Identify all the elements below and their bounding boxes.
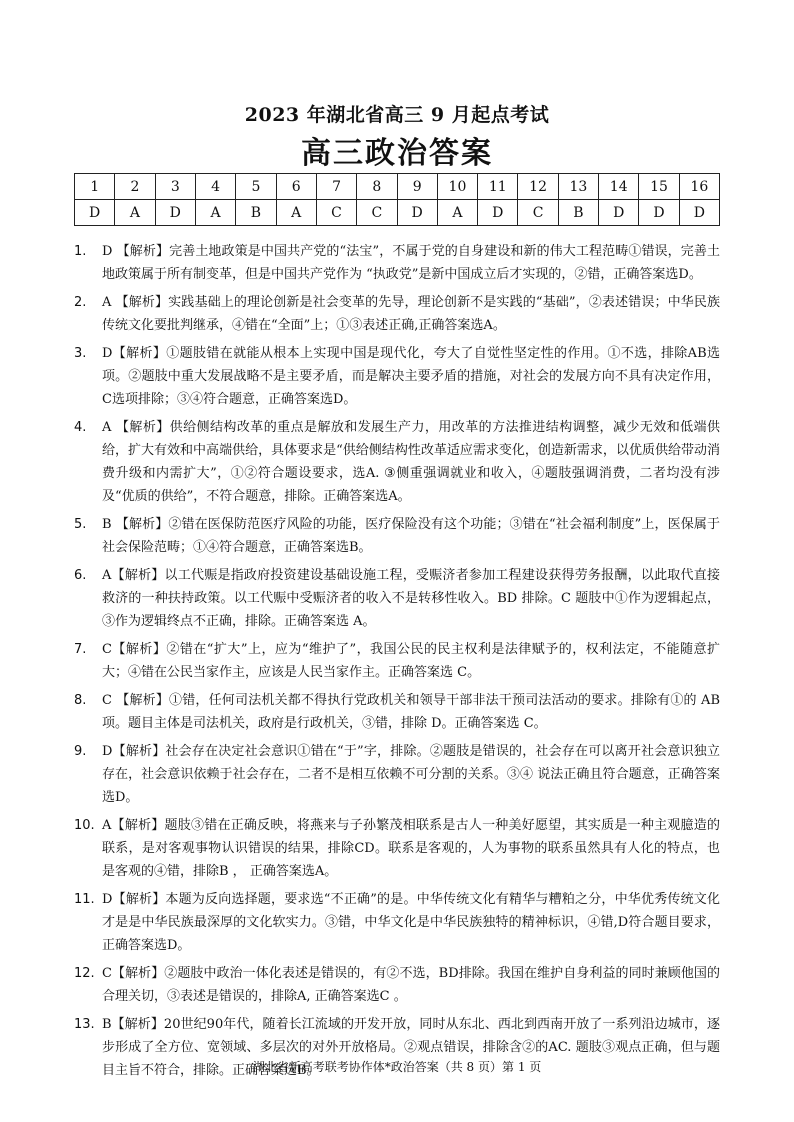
answer-cell: B: [236, 200, 276, 226]
explanation-item: [74, 513, 720, 559]
explanation-text: A 【解析】供给侧结构改革的重点是解放和发展生产力，用改革的方法推进结构调整，减少无效和低端供给，扩大有效和中高端供给，具体要求是“供给侧结构性改革适应需求变化，创造新需求，以优质供给带动消费升级和内需扩大”，①②符合题设要求，选A. ③侧重强调就业和收入，④题肢强调消费，二者均没有涉及“优质的供给”，不符合题意，排除。正确答案选A。: [102, 420, 720, 504]
explanation-text: A【解析】以工代赈是指政府投资建设基础设施工程，受赈济者参加工程建设获得劳务报酬，以此取代直接救济的一种扶持政策。以工代赈中受赈济者的收入不是转移性收入。BD 排除。C 题肢中①作为逻辑起点，③作为逻辑终点不正确，排除。正确答案选 A。: [102, 568, 720, 629]
page-footer: 湖北省新高考联考协作体*政治答案（共 8 页）第 1 页: [252, 1060, 542, 1074]
answer-cell: D: [639, 200, 679, 226]
answer-table-answer-row: [75, 200, 720, 226]
question-number-cell: 4: [195, 174, 235, 200]
answer-cell: D: [679, 200, 719, 226]
answer-cell: D: [155, 200, 195, 226]
explanation-item: [74, 291, 720, 337]
explanation-number: 1.: [74, 244, 87, 259]
explanation-number: 12.: [74, 966, 95, 981]
explanation-number: 13.: [74, 1017, 95, 1032]
explanation-number: 8.: [74, 693, 87, 708]
explanation-item: [74, 416, 720, 508]
answer-cell: C: [316, 200, 356, 226]
answer-table-number-row: [75, 174, 720, 200]
explanation-number: 6.: [74, 568, 87, 583]
question-number-cell: 6: [276, 174, 316, 200]
explanation-text: A【解析】题肢③错在正确反映，将燕来与子孙繁茂相联系是古人一种美好愿望，其实质是一种主观臆造的联系，是对客观事物认识错误的结果，排除CD。联系是客观的，人为事物的联系虽然具有人化的特点，也是客观的④错，排除B ， 正确答案选A。: [102, 818, 720, 879]
answer-cell: D: [478, 200, 518, 226]
answer-cell: A: [276, 200, 316, 226]
question-number-cell: 11: [478, 174, 518, 200]
answer-cell: D: [599, 200, 639, 226]
explanation-number: 3.: [74, 346, 87, 361]
question-number-cell: 3: [155, 174, 195, 200]
explanation-text: C【解析】②题肢中政治一体化表述是错误的，有②不选，BD排除。我国在维护自身利益的同时兼顾他国的合理关切，③表述是错误的，排除A, 正确答案选C 。: [102, 966, 720, 1004]
explanation-number: 11.: [74, 892, 95, 907]
question-number-cell: 10: [437, 174, 477, 200]
answer-cell: C: [357, 200, 397, 226]
explanation-text: C 【解析】①错，任何司法机关都不得执行党政机关和领导干部非法干预司法活动的要求。排除有①的 AB 项。题目主体是司法机关，政府是行政机关，③错，排除 D。正确答案选 C。: [102, 693, 720, 731]
explanation-text: C【解析】②错在“扩大”上，应为“维护了”，我国公民的民主权利是法律赋予的，权利法定，不能随意扩大；④错在公民当家作主，应该是人民当家作主。正确答案选 C。: [102, 642, 720, 680]
explanation-item: [74, 240, 720, 286]
question-number-cell: 9: [397, 174, 437, 200]
explanation-number: 5.: [74, 517, 87, 532]
explanation-item: [74, 962, 720, 1008]
question-number-cell: 14: [599, 174, 639, 200]
question-number-cell: 13: [558, 174, 598, 200]
answer-cell: A: [115, 200, 155, 226]
question-number-cell: 15: [639, 174, 679, 200]
explanation-number: 9.: [74, 744, 87, 759]
question-number-cell: 16: [679, 174, 719, 200]
question-number-cell: 7: [316, 174, 356, 200]
explanation-item: [74, 564, 720, 633]
explanation-text: D【解析】社会存在决定社会意识①错在“于”字，排除。②题肢是错误的，社会存在可以离开社会意识独立存在，社会意识依赖于社会存在，二者不是相互依赖不可分割的关系。③④ 说法正确且符合题意，正确答案选D。: [102, 744, 720, 805]
question-number-cell: 8: [357, 174, 397, 200]
explanation-item: [74, 342, 720, 411]
explanation-item: [74, 638, 720, 684]
answer-cell: A: [437, 200, 477, 226]
explanation-number: 4.: [74, 420, 87, 435]
explanation-number: 7.: [74, 642, 87, 657]
explanation-item: [74, 689, 720, 735]
question-number-cell: 12: [518, 174, 558, 200]
answer-cell: A: [195, 200, 235, 226]
explanation-text: D【解析】本题为反向选择题，要求选“不正确”的是。中华传统文化有精华与糟粕之分，中华优秀传统文化才是是中华民族最深厚的文化软实力。③错，中华文化是中华民族独特的精神标识，④错,D符合题目要求，正确答案选D。: [102, 892, 720, 953]
page-title: 高三政治答案: [301, 136, 493, 171]
question-number-cell: 5: [236, 174, 276, 200]
explanation-item: [74, 814, 720, 883]
explanation-item: [74, 740, 720, 809]
answer-cell: C: [518, 200, 558, 226]
answer-cell: D: [75, 200, 115, 226]
exam-title: 2023 年湖北省高三 9 月起点考试: [244, 104, 550, 126]
explanation-text: B【解析】20世纪90年代，随着长江流域的开发开放，同时从东北、西北到西南开放了一系列沿边城市，逐步形成了全方位、宽领域、多层次的对外开放格局。②观点错误，排除含②的AC. 题肢③观点正确，但与题目主旨不符合，排除。正确答案选B。: [102, 1017, 720, 1078]
explanation-text: D 【解析】完善土地政策是中国共产党的“法宝”，不属于党的自身建设和新的伟大工程范畴①错误，完善土地政策属于所有制变革，但是中国共产党作为 “执政党”是新中国成立后才实现的，②错，正确答案选D。: [102, 244, 720, 282]
explanation-item: [74, 888, 720, 957]
explanation-text: A 【解析】实践基础上的理论创新是社会变革的先导，理论创新不是实践的“基础”，②表述错误；中华民族传统文化要批判继承，④错在“全面”上；①③表述正确,正确答案选A。: [102, 295, 720, 333]
question-number-cell: 2: [115, 174, 155, 200]
explanation-list: [74, 240, 720, 1087]
question-number-cell: 1: [75, 174, 115, 200]
answer-table: [74, 173, 720, 226]
explanation-text: D【解析】①题肢错在就能从根本上实现中国是现代化，夸大了自觉性坚定性的作用。①不选，排除AB选项。②题肢中重大发展战略不是主要矛盾，而是解决主要矛盾的措施，对社会的发展方向不具有决定作用，C选项排除；③④符合题意，正确答案选D。: [102, 346, 720, 407]
explanation-number: 10.: [74, 818, 95, 833]
explanation-text: B 【解析】②错在医保防范医疗风险的功能，医疗保险没有这个功能；③错在“社会福利制度”上，医保属于社会保险范畴；①④符合题意，正确答案选B。: [102, 517, 720, 555]
answer-cell: B: [558, 200, 598, 226]
answer-cell: D: [397, 200, 437, 226]
explanation-number: 2.: [74, 295, 87, 310]
